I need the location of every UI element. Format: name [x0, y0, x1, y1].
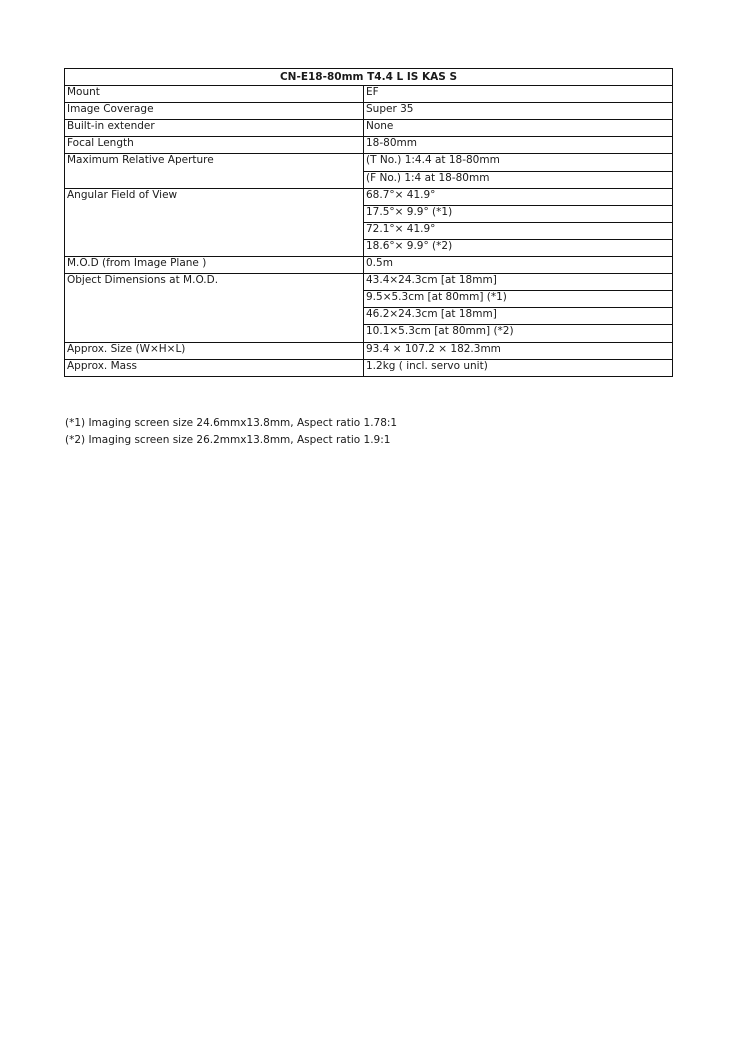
table-row [65, 274, 673, 291]
table-row [65, 120, 673, 137]
spec-value: EF [364, 86, 673, 103]
spec-label: Maximum Relative Aperture [65, 154, 364, 188]
spec-value: 18-80mm [364, 137, 673, 154]
spec-value: 0.5m [364, 257, 673, 274]
table-title-row [65, 69, 673, 86]
spec-table-body [65, 86, 673, 377]
table-row [65, 257, 673, 274]
spec-value: 72.1°× 41.9° [364, 222, 673, 239]
spec-value: 43.4×24.3cm [at 18mm] [364, 274, 673, 291]
spec-value: 18.6°× 9.9° (*2) [364, 239, 673, 256]
spec-label: Approx. Size (W×H×L) [65, 342, 364, 359]
footnote-2: (*2) Imaging screen size 26.2mmx13.8mm, Aspect ratio 1.9:1 [65, 434, 391, 446]
spec-label: Approx. Mass [65, 359, 364, 376]
spec-label: Mount [65, 86, 364, 103]
footnote-1: (*1) Imaging screen size 24.6mmx13.8mm, Aspect ratio 1.78:1 [65, 417, 398, 429]
spec-label: Focal Length [65, 137, 364, 154]
spec-value: 46.2×24.3cm [at 18mm] [364, 308, 673, 325]
spec-value: Super 35 [364, 103, 673, 120]
spec-value: None [364, 120, 673, 137]
spec-value: 9.5×5.3cm [at 80mm] (*1) [364, 291, 673, 308]
spec-table [64, 68, 673, 377]
spec-value: 68.7°× 41.9° [364, 188, 673, 205]
spec-value: 10.1×5.3cm [at 80mm] (*2) [364, 325, 673, 342]
table-title: CN-E18-80mm T4.4 L IS KAS S [65, 69, 673, 86]
spec-label: Angular Field of View [65, 188, 364, 256]
spec-value: (T No.) 1:4.4 at 18-80mm [364, 154, 673, 171]
spec-value: 93.4 × 107.2 × 182.3mm [364, 342, 673, 359]
spec-label: M.O.D (from Image Plane ) [65, 257, 364, 274]
table-row [65, 359, 673, 376]
spec-label: Built-in extender [65, 120, 364, 137]
spec-label: Object Dimensions at M.O.D. [65, 274, 364, 342]
spec-value: 17.5°× 9.9° (*1) [364, 205, 673, 222]
spec-label: Image Coverage [65, 103, 364, 120]
table-row [65, 188, 673, 205]
table-row [65, 137, 673, 154]
table-row [65, 342, 673, 359]
spec-value: 1.2kg ( incl. servo unit) [364, 359, 673, 376]
footnotes [65, 415, 397, 449]
table-row [65, 154, 673, 171]
table-row [65, 86, 673, 103]
spec-value: (F No.) 1:4 at 18-80mm [364, 171, 673, 188]
table-row [65, 103, 673, 120]
